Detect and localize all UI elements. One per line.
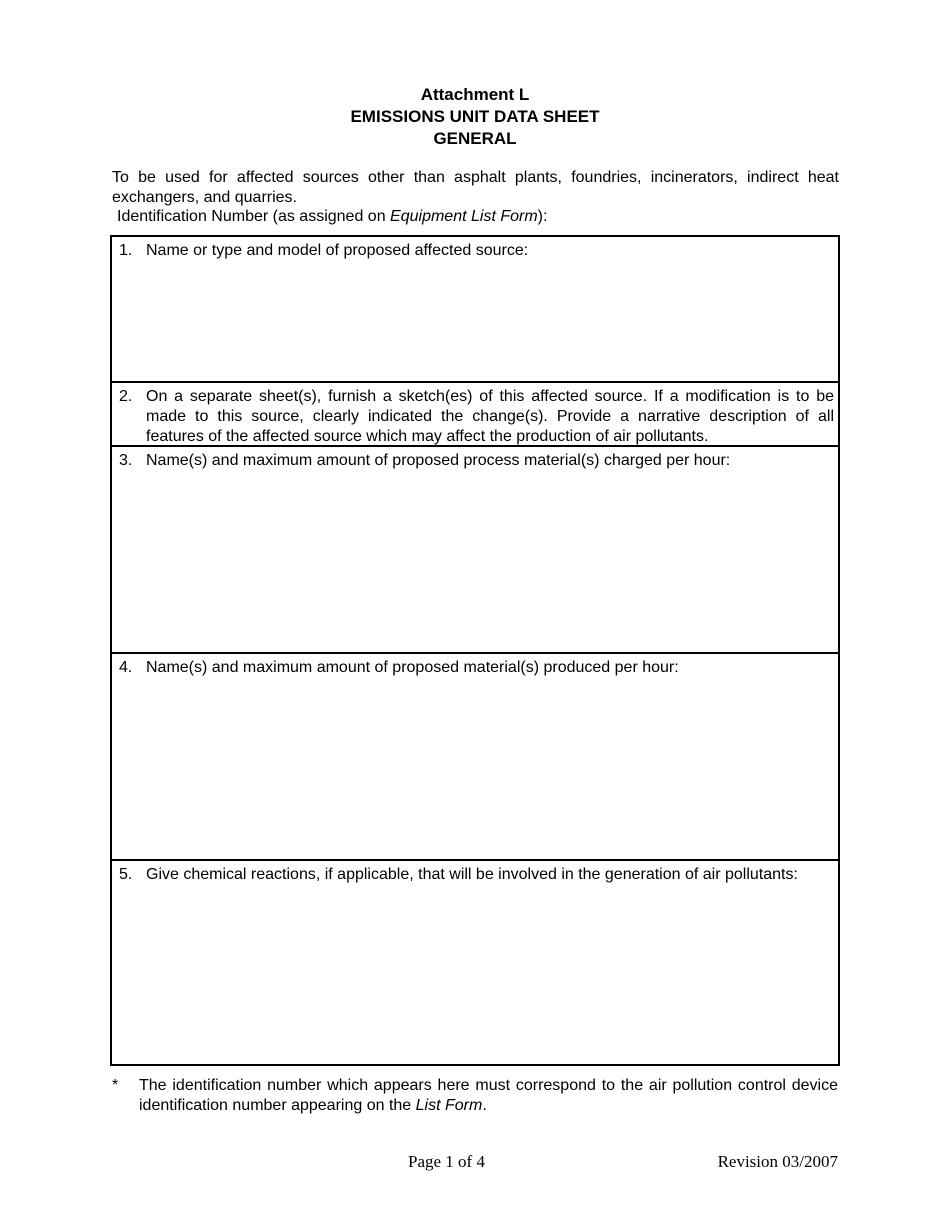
section-question: On a separate sheet(s), furnish a sketch(es) of this affected source. If a modification is to be made to this source, clearly indicated the change(s). Provide a narrative description of all features of the affected source which may affect the production of air pollutants. <box>146 388 834 445</box>
footnote <box>139 1076 838 1116</box>
attachment-title: Attachment L <box>420 85 530 104</box>
section-number: 3. <box>119 452 133 469</box>
identification-number-label <box>117 207 547 227</box>
section-2 <box>112 383 838 447</box>
equipment-list-form-name: Equipment List Form <box>390 208 538 225</box>
intro-text: To be used for affected sources other than asphalt plants, foundries, incinerators, indirect heat exchangers, and quarries. <box>112 169 839 206</box>
sheet-subtitle: GENERAL <box>433 129 517 148</box>
page-number: Page 1 of 4 <box>408 1152 485 1171</box>
section-number: 2. <box>119 388 133 405</box>
footnote-marker: * <box>112 1077 119 1094</box>
section-number: 1. <box>119 242 133 259</box>
section-question: Name(s) and maximum amount of proposed process material(s) charged per hour: <box>146 452 731 469</box>
section-3[interactable] <box>112 447 838 654</box>
revision-date: Revision 03/2007 <box>717 1152 838 1171</box>
section-number: 4. <box>119 659 133 676</box>
list-form-name: List Form <box>415 1097 483 1114</box>
section-question: Name or type and model of proposed affected source: <box>146 242 529 259</box>
section-question: Name(s) and maximum amount of proposed material(s) produced per hour: <box>146 659 679 676</box>
section-5[interactable] <box>112 861 838 1064</box>
section-question: Give chemical reactions, if applicable, that will be involved in the generation of air pollutants: <box>146 866 798 883</box>
footnote-text: The identification number which appears here must correspond to the air pollution control device identification number appearing on the <box>139 1077 838 1114</box>
section-4[interactable] <box>112 654 838 861</box>
document-header <box>0 84 950 150</box>
footnote-end: . <box>482 1097 487 1114</box>
identification-prefix: Identification Number (as assigned on <box>117 208 391 225</box>
section-1[interactable] <box>112 237 838 383</box>
section-number: 5. <box>119 866 133 883</box>
data-sheet-form <box>110 235 840 1066</box>
sheet-title: EMISSIONS UNIT DATA SHEET <box>350 107 600 126</box>
identification-suffix: ): <box>537 208 548 225</box>
